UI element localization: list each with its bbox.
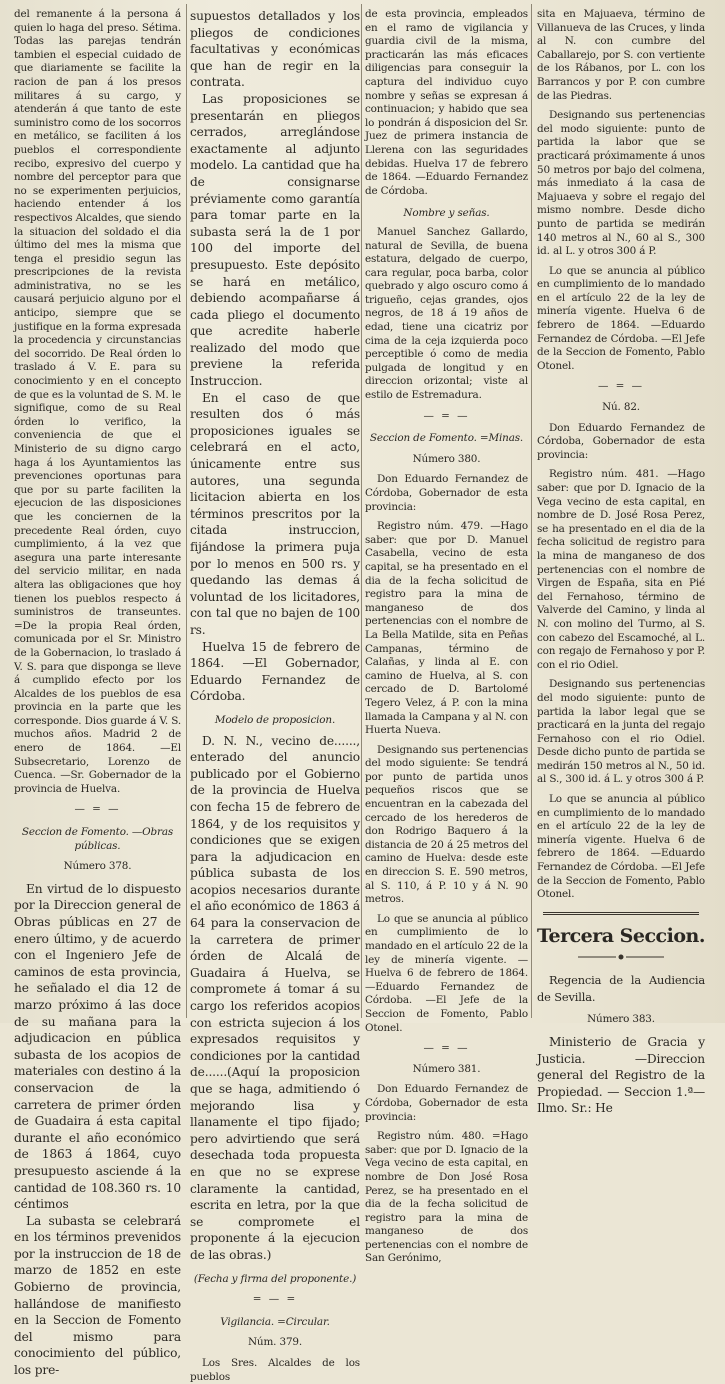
paragraph: Manuel Sanchez Gallardo, natural de Sevilla, de buena estatura, delgado de cuerpo, cara regular, poca barba, color quebrado y algo oscuro como á trigueño, cejas grandes, ojos negros, de 18 á 19 años de edad, tiene una cicatriz por cima de la ceja izquierda poco perceptible ó como de media pulgada de longitud y en direccion orizontal; viste al estilo de Estremadura. bbox=[365, 225, 528, 402]
notice-number: Número 380. bbox=[412, 452, 481, 465]
paragraph: Don Eduardo Fernandez de Córdoba, Gobernador de esta provincia: bbox=[365, 1083, 528, 1123]
paragraph: Registro núm. 480. =Hago saber: que por D. Ignacio de la Vega vecino de esta capital, en nombre de Don José Rosa Perez, se ha presentado en el dia de la fecha solicitud de registro para la mina de manganeso de dos pertenencias con el nombre de San Gerónimo, bbox=[365, 1130, 528, 1265]
paragraph: Ministerio de Gracia y Justicia. —Direccion general del Registro de la Propiedad. — Seccion 1.ª—Ilmo. Sr.: He bbox=[537, 1035, 705, 1116]
column-2 bbox=[190, 8, 360, 1383]
paragraph: supuestos detallados y los pliegos de condiciones facultativas y económicas que han de regir en la contrata. bbox=[190, 9, 360, 90]
separator: = — = bbox=[252, 1293, 298, 1306]
column-3 bbox=[365, 8, 528, 1265]
section-heading: Nombre y señas. bbox=[403, 207, 490, 220]
notice-number: Núm. 379. bbox=[247, 1336, 303, 1349]
paragraph: Designando sus pertenencias del modo siguiente: punto de partida la labor que se practicará próximamente á unos 50 metros por bajo del colmena, más inmediato á la casa de Majuaeva y sobre el regajo del mismo nombre. Desde dicho punto de partida se medirán 140 metros al N., 60 al S., 300 id. al L. y otros 300 á P. bbox=[537, 109, 705, 258]
paragraph: Los Sres. Alcaldes de los pueblos bbox=[190, 1356, 360, 1383]
ornament-icon bbox=[576, 953, 666, 961]
section-heading: Vigilancia. =Circular. bbox=[220, 1315, 330, 1328]
paragraph: Designando sus pertenencias del modo siguiente: Se tendrá por punto de partida unos pequeños riscos que se encuentran en la cabezada del cercado de los herederos de don Rodrigo Baquero á la distancia de 20 á 25 metros del camino de Huelva: desde este en direccion S. E. 590 metros, al S. 110, á P. 10 y á N. 90 metros. bbox=[365, 743, 528, 906]
separator: — = — bbox=[74, 803, 121, 816]
paragraph: Lo que se anuncia al público en cumplimiento de lo mandado en el artículo 22 de la ley de minería vigente. Huelva 6 de febrero de 1864. —Eduardo Fernandez de Córdoba. —El Jefe de la Seccion de Fomento, Pablo Otonel. bbox=[537, 264, 705, 372]
section-heading: Seccion de Fomento. =Minas. bbox=[369, 432, 524, 445]
section-heading: Seccion de Fomento. —Obras públicas. bbox=[21, 826, 174, 852]
paragraph: Don Eduardo Fernandez de Córdoba, Gobernador de esta provincia: bbox=[537, 421, 705, 461]
paragraph: D. N. N., vecino de......, enterado del anuncio publicado por el Gobierno de la provincia de Huelva con fecha 15 de febrero de 1864, y de los requisitos y condiciones que se exigen para la adjudicacion en pública subasta de los acopios necesarios durante el año económico de 1863 á 64 para la conservacion de la carretera de primer órden de Alcalá de Guadaira á Huelva, se compromete á tomar á su cargo los referidos acopios con estricta sujecion á los expresados requisitos y condiciones por la cantidad de......(Aquí la proposicion que se haga, admitiendo ó mejorando lisa y llanamente el tipo fijado; pero advirtiendo que será desechada toda propuesta en que no se exprese claramente la cantidad, escrita en letra, por la que se compromete el proponente á la ejecucion de las obras.) bbox=[190, 733, 360, 1262]
separator: — = — bbox=[423, 1042, 470, 1055]
notice-number: Número 381. bbox=[412, 1062, 481, 1075]
column-rule bbox=[531, 4, 532, 1018]
separator: — = — bbox=[423, 409, 470, 422]
paragraph: Designando sus pertenencias del modo siguiente: punto de partida la labor legal que se practicará en la junta del regajo Fernahoso con el rio Odiel. Desde dicho punto de partida se medirán 150 metros al N., 50 id. al S., 300 id. á L. y otros 300 á P. bbox=[537, 678, 705, 786]
ornament-rule bbox=[537, 951, 705, 965]
paragraph: Registro núm. 479. —Hago saber: que por D. Manuel Casabella, vecino de esta capital, se ha presentado en el dia de la fecha solicitud de registro para la mina de manganeso de dos pertenencias con el nombre de La Bella Matilde, sita en Peñas Campanas, término de Calañas, y linda al E. con camino de Huelva, al S. con cercado de D. Bartolomé Tegero Velez, á P. con la mina llamada la Campana y al N. con Huerta Nueva. bbox=[365, 520, 528, 737]
paragraph: sita en Majuaeva, término de Villanueva de las Cruces, y linda al N. con cumbre del Caballarejo, por S. con vertiente de los Rábanos, por L. con los Barrancos y por P. con cumbre de las Piedras. bbox=[537, 8, 705, 102]
column-rule bbox=[186, 4, 187, 1018]
column-4 bbox=[537, 8, 705, 1116]
paragraph: En virtud de lo dispuesto por la Direccion general de Obras públicas en 27 de enero último, y de acuerdo con el Ingeniero Jefe de caminos de esta provincia, he señalado el dia 12 de marzo próximo á las doce de su mañana para la adjudicacion en pública subasta de los acopios de materiales con destino á la conservacion de la carretera de primer órden de Guadaira á esta capital durante el año económico de 1863 á 1864, cuyo presupuesto asciende á la cantidad de 108.360 rs. 10 céntimos bbox=[14, 881, 181, 1212]
italic-note: (Fecha y firma del proponente.) bbox=[193, 1272, 357, 1285]
paragraph: Las proposiciones se presentarán en pliegos cerrados, arreglándose exactamente al adjunto modelo. La cantidad que ha de consignarse préviamente como garantía para tomar parte en la subasta será la de 1 por 100 del importe del presupuesto. Este depósito se hará en metálico, debiendo acompañarse á cada pliego el documento que acredite haberle realizado del modo que previene la referida Instruccion. bbox=[190, 91, 360, 389]
column-rule bbox=[361, 4, 362, 1018]
section-title: Tercera Seccion. bbox=[537, 924, 705, 947]
notice-number: Número 378. bbox=[63, 860, 132, 873]
notice-number: Nú. 82. bbox=[602, 401, 640, 414]
paragraph: del remanente á la persona á quien lo haga del preso. Sétima. Todas las parejas tendrán tambien el especial cuidado de que diariamente se facilite la racion de pan á los presos militares á su cargo, y atenderán á que tanto de este suministro como de los socorros en metálico, se faciliten á los pueblos el correspondiente recibo, expresivo del cuerpo y nombre del perceptor para que no se experimenten perjuicios, haciendo entender á los respectivos Alcaldes, que siendo la situacion del soldado el dia último del mes la misma que tenga el presidio segun las prescripciones de la revista administrativa, no se les causará perjuicio alguno por el anticipo, siempre que se justifique en la forma expresada la procedencia y circunstancias del socorrido. De Real órden lo traslado á V. E. para su conocimiento y en el concepto de que es la voluntad de S. M. le signifique, como de su Real órden lo verifico, la conveniencia de que el Ministerio de su digno cargo haga á los Ayuntamientos las prevenciones oportunas para que por su parte faciliten la ejecucion de las disposiciones que les conciernen de la precedente Real órden, cuyo cumplimiento, á la vez que asegura una parte interesante del servicio militar, en nada altera las obligaciones que hoy tienen los pueblos respecto á suministros de transeuntes. =De la propia Real órden, comunicada por el Sr. Ministro de la Gobernacion, lo traslado á V. S. para que disponga se lleve á cumplido efecto por los Alcaldes de los pueblos de esa provincia en la parte que les corresponde. Dios guarde á V. S. muchos años. Madrid 2 de enero de 1864. —El Subsecretario, Lorenzo de Cuenca. —Sr. Gobernador de la provincia de Huelva. bbox=[14, 8, 181, 795]
paragraph: En el caso de que resulten dos ó más proposiciones iguales se celebrará en el acto, únicamente entre sus autores, una segunda licitacion abierta en los términos prescritos por la citada instruccion, fijándose la primera puja por lo menos en 500 rs. y quedando las demas á voluntad de los licitadores, con tal que no bajen de 100 rs. bbox=[190, 390, 360, 637]
paragraph: de esta provincia, empleados en el ramo de vigilancia y guardia civil de la misma, practicarán las más eficaces diligencias para conseguir la captura del individuo cuyo nombre y señas se expresan á continuacion; y habido que sea lo pondrán á disposicion del Sr. Juez de primera instancia de Llerena con las seguridades debidas. Huelva 17 de febrero de 1864. —Eduardo Fernandez de Córdoba. bbox=[365, 8, 528, 197]
section-divider bbox=[543, 912, 699, 915]
section-heading: Modelo de proposicion. bbox=[214, 713, 336, 726]
separator: — = — bbox=[597, 380, 645, 393]
paragraph: Lo que se anuncia al público en cumplimiento de lo mandado en el artículo 22 de la ley de minería vigente. —Huelva 6 de febrero de 1864. —Eduardo Fernandez de Córdoba. —El Jefe de la Seccion de Fomento, Pablo Otonel. bbox=[365, 912, 528, 1034]
paragraph: Lo que se anuncia al público en cumplimiento de lo mandado en el artículo 22 de la ley de minería vigente. Huelva 6 de febrero de 1864. —Eduardo Fernandez de Córdoba. —El Jefe de la Seccion de Fomento, Pablo Otonel. bbox=[537, 793, 705, 901]
column-1 bbox=[14, 8, 181, 1378]
signature-paragraph: Huelva 15 de febrero de 1864. —El Gobernador, Eduardo Fernandez de Córdoba. bbox=[190, 639, 360, 704]
paragraph: Registro núm. 481. —Hago saber: que por D. Ignacio de la Vega vecino de esta capital, en nombre de D. José Rosa Perez, se ha presentado en el dia de la fecha solicitud de registro para la mina de manganeso de dos pertenencias con el nombre de Virgen de España, sita en Pié del Fernahoso, término de Valverde del Camino, y linda al N. con molino del Turmo, al S. con cabezo del Escamoché, al L. con regajo de Fernahoso y por P. con el rio Odiel. bbox=[537, 468, 705, 671]
notice-number: Número 383. bbox=[587, 1013, 655, 1026]
paragraph: Regencia de la Audiencia de Sevilla. bbox=[537, 973, 705, 1005]
paragraph: La subasta se celebrará en los términos prevenidos por la instruccion de 18 de marzo de 1852 en este Gobierno de provincia, hallándose de manifiesto en la Seccion de Fomento del mismo para conocimiento del público, los pre- bbox=[14, 1213, 181, 1378]
paragraph: Don Eduardo Fernandez de Córdoba, Gobernador de esta provincia: bbox=[365, 473, 528, 513]
